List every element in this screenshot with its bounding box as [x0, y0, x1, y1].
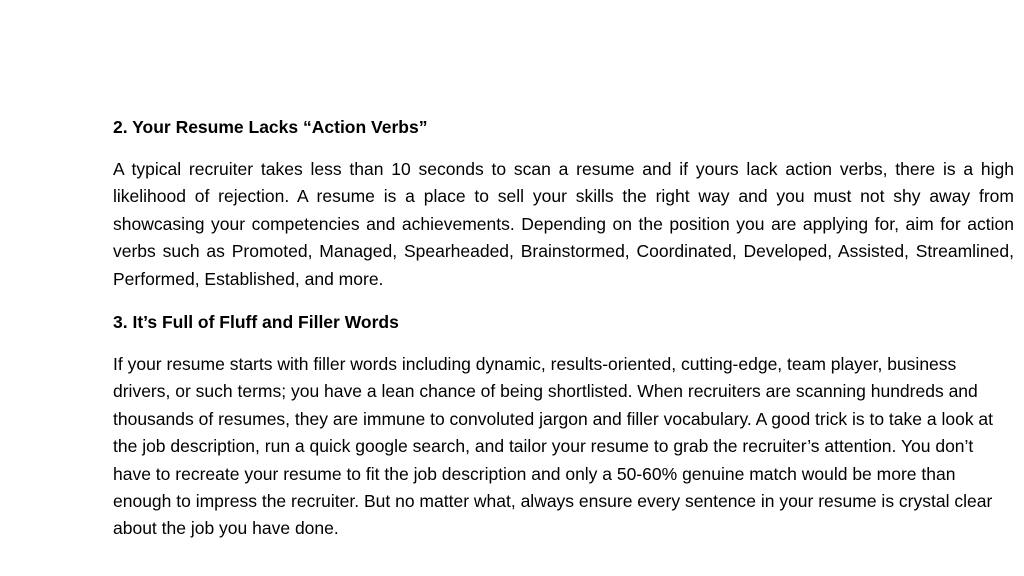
document-body [113, 115, 1014, 543]
section-paragraph-action-verbs: A typical recruiter takes less than 10 seconds to scan a resume and if yours lack action verbs, there is a high likelihood of rejection. A resume is a place to sell your skills the right way and you must not shy away from showcasing your competencies and achievements. Depending on the position you are applying for, aim for action verbs such as Promoted, Managed, Spearheaded, Brainstormed, Coordinated, Developed, Assisted, Streamlined, Performed, Established, and more. [113, 159, 1014, 289]
section-heading-action-verbs: 2. Your Resume Lacks “Action Verbs” [113, 117, 428, 137]
section-heading-fluff-filler: 3. It’s Full of Fluff and Filler Words [113, 312, 399, 333]
section-paragraph-fluff-filler: If your resume starts with filler words including dynamic, results-oriented, cutting-edge, team player, business drivers, or such terms; you have a lean chance of being shortlisted. When recruiters are scanning hundreds and thousands of resumes, they are immune to convoluted jargon and filler vocabulary. A good trick is to take a look at the job description, run a quick google search, and tailor your resume to grab the recruiter’s attention. You don’t have to recreate your resume to fit the job description and only a 50-60% genuine match would be more than enough to impress the recruiter. But no matter what, always ensure every sentence in your resume is crystal clear about the job you have done. [113, 354, 994, 539]
